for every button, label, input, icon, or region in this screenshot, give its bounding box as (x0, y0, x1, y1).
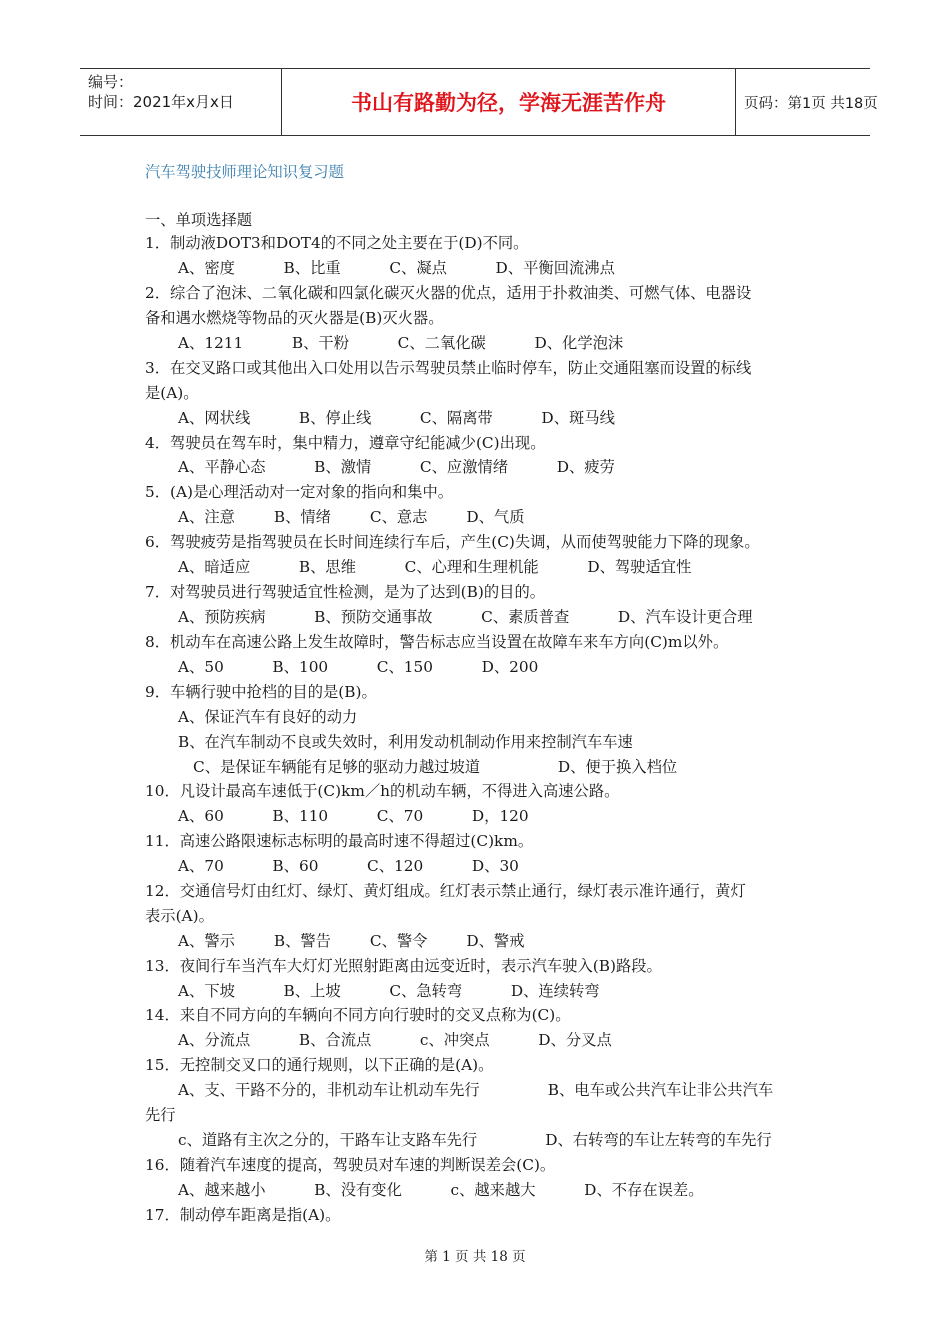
text-line: 14．来自不同方向的车辆向不同方向行驶时的交叉点称为(C)。 (145, 1006, 571, 1024)
text-line: 10．凡设计最高车速低于(C)km／h的机动车辆，不得进入高速公路。 (145, 782, 620, 800)
text-line: 15．无控制交叉口的通行规则，以下正确的是(A)。 (145, 1056, 494, 1074)
text-line: 2．综合了泡沫、二氧化碳和四氯化碳灭火器的优点，适用于扑救油类、可燃气体、电器设 (145, 284, 752, 302)
text-line: A、60 B、110 C、70 D，120 (178, 807, 529, 825)
text-line: 9．车辆行驶中抢档的目的是(B)。 (145, 683, 377, 701)
text-line: A、保证汽车有良好的动力 (178, 708, 358, 726)
text-line: A、下坡 B、上坡 C、急转弯 D、连续转弯 (178, 982, 600, 1000)
header-meta (80, 69, 281, 135)
text-line: A、分流点 B、合流点 c、冲突点 D、分叉点 (178, 1031, 612, 1049)
text-line: 先行 (145, 1106, 176, 1124)
text-line: 4．驾驶员在驾车时，集中精力，遵章守纪能减少(C)出现。 (145, 434, 546, 452)
text-line: A、越来越小 B、没有变化 c、越来越大 D、不存在误差。 (178, 1181, 704, 1199)
text-line: 12．交通信号灯由红灯、绿灯、黄灯组成。红灯表示禁止通行，绿灯表示准许通行，黄灯 (145, 882, 746, 900)
text-line: A、70 B、60 C、120 D、30 (178, 857, 519, 875)
header-page-info: 页码：第1页 共18页 (744, 95, 878, 112)
text-line: A、警示 B、警告 C、警令 D、警戒 (178, 932, 525, 950)
text-line: 1．制动液DOT3和DOT4的不同之处主要在于(D)不同。 (145, 234, 529, 252)
text-line: 3．在交叉路口或其他出入口处用以告示驾驶员禁止临时停车，防止交通阻塞而设置的标线 (145, 359, 752, 377)
text-line: A、网状线 B、停止线 C、隔离带 D、斑马线 (178, 409, 615, 427)
text-line: A、1211 B、干粉 C、二氧化碳 D、化学泡沫 (178, 334, 624, 352)
text-line: A、暗适应 B、思维 C、心理和生理机能 D、驾驶适宜性 (178, 558, 692, 576)
text-line: C、是保证车辆能有足够的驱动力越过坡道 D、便于换入档位 (193, 758, 678, 776)
header-motto: 书山有路勤为径，学海无涯苦作舟 (281, 69, 736, 135)
text-line: c、道路有主次之分的，干路车让支路车先行 D、右转弯的车让左转弯的车先行 (178, 1131, 772, 1149)
time-label: 时间：2021年x月x日 (88, 93, 234, 111)
text-line: 16．随着汽车速度的提高，驾驶员对车速的判断误差会(C)。 (145, 1156, 556, 1174)
text-line: 6．驾驶疲劳是指驾驶员在长时间连续行车后，产生(C)失调，从而使驾驶能力下降的现象。 (145, 533, 760, 551)
text-line: 8．机动车在高速公路上发生故障时，警告标志应当设置在故障车来车方向(C)m以外。 (145, 633, 729, 651)
document-header (80, 68, 878, 136)
text-line: A、密度 B、比重 C、凝点 D、平衡回流沸点 (178, 259, 615, 277)
text-line: 7．对驾驶员进行驾驶适宜性检测，是为了达到(B)的目的。 (145, 583, 546, 601)
text-line: B、在汽车制动不良或失效时，利用发动机制动作用来控制汽车车速 (178, 733, 633, 751)
text-line: A、预防疾病 B、预防交通事故 C、素质普查 D、汽车设计更合理 (178, 608, 753, 626)
text-line: 17．制动停车距离是指(A)。 (145, 1206, 341, 1224)
text-line: 11．高速公路限速标志标明的最高时速不得超过(C)km。 (145, 832, 534, 850)
number-label: 编号： (88, 73, 134, 91)
text-line: A、平静心态 B、激情 C、应激情绪 D、疲劳 (178, 458, 615, 476)
text-line: 5．(A)是心理活动对一定对象的指向和集中。 (145, 483, 454, 501)
text-line: 是(A)。 (145, 384, 199, 402)
document-title: 汽车驾驶技师理论知识复习题 (145, 163, 344, 181)
text-line: 表示(A)。 (145, 907, 214, 925)
section-heading: 一、单项选择题 (145, 211, 253, 229)
text-line: A、注意 B、情绪 C、意志 D、气质 (178, 508, 525, 526)
text-line: 备和遇水燃烧等物品的灭火器是(B)灭火器。 (145, 309, 444, 327)
text-line: A、支、干路不分的，非机动车让机动车先行 B、电车或公共汽车让非公共汽车 (178, 1081, 774, 1099)
text-line: 13．夜间行车当汽车大灯灯光照射距离由远变近时，表示汽车驶入(B)路段。 (145, 957, 662, 975)
page-footer: 第 1 页 共 18 页 (424, 1249, 526, 1265)
text-line: A、50 B、100 C、150 D、200 (178, 658, 539, 676)
